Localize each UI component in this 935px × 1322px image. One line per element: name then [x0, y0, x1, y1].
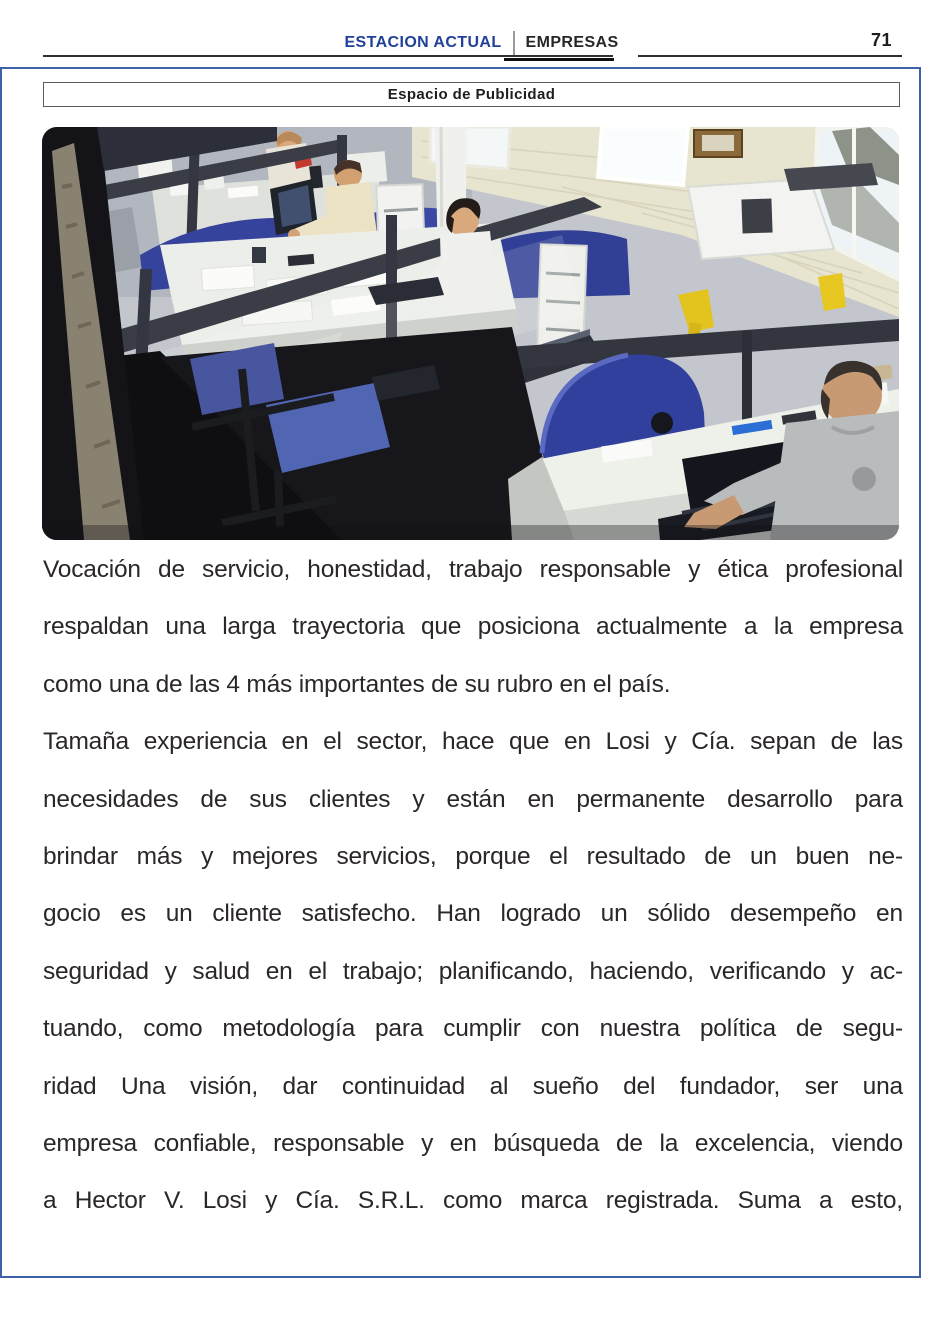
body-line: Vocación de servicio, honestidad, trabajo responsable y ética profesional — [43, 556, 903, 583]
office-photo — [42, 127, 899, 540]
body-line: gocio es un cliente satisfecho. Han logrado un sólido desempeño en — [43, 900, 903, 928]
body-line: empresa confiable, responsable y en búsqueda de la excelencia, viendo — [43, 1129, 903, 1157]
ad-space-label: Espacio de Publicidad — [387, 86, 556, 103]
header-divider — [513, 31, 515, 56]
body-line: tuando, como metodología para cumplir con nuestra política de segu- — [43, 1015, 903, 1043]
header-rule-right — [638, 55, 902, 57]
wall-picture-frame — [694, 130, 742, 157]
window-center — [598, 127, 688, 185]
body-line: respaldan una larga trayectoria que posiciona actualmente a la empresa — [43, 613, 903, 641]
article-text — [43, 556, 903, 1245]
header-rule-left — [43, 55, 613, 57]
body-line: Tamaña experiencia en el sector, hace que en Losi y Cía. sepan de las — [43, 728, 903, 756]
page-number: 71 — [870, 30, 892, 50]
header-section: EMPRESAS — [525, 34, 619, 51]
body-line: a Hector V. Losi y Cía. S.R.L. como marca registrada. Suma a esto, — [43, 1187, 903, 1215]
body-line: necesidades de sus clientes y están en permanente desarrollo para — [43, 785, 903, 813]
body-line: ridad Una visión, dar continuidad al sueño del fundador, ser una — [43, 1072, 903, 1100]
page-header — [0, 31, 935, 55]
body-line: brindar más y mejores servicios, porque el resultado de un buen ne- — [43, 842, 903, 870]
header-rule-empresas — [504, 58, 614, 61]
ad-space-box — [43, 82, 900, 107]
office-photo-illustration — [42, 127, 899, 540]
body-line: seguridad y salud en el trabajo; planificando, haciendo, verificando y ac- — [43, 957, 903, 985]
header-brand: ESTACION ACTUAL — [344, 34, 502, 51]
body-line: como una de las 4 más importantes de su rubro en el país. — [43, 670, 671, 698]
